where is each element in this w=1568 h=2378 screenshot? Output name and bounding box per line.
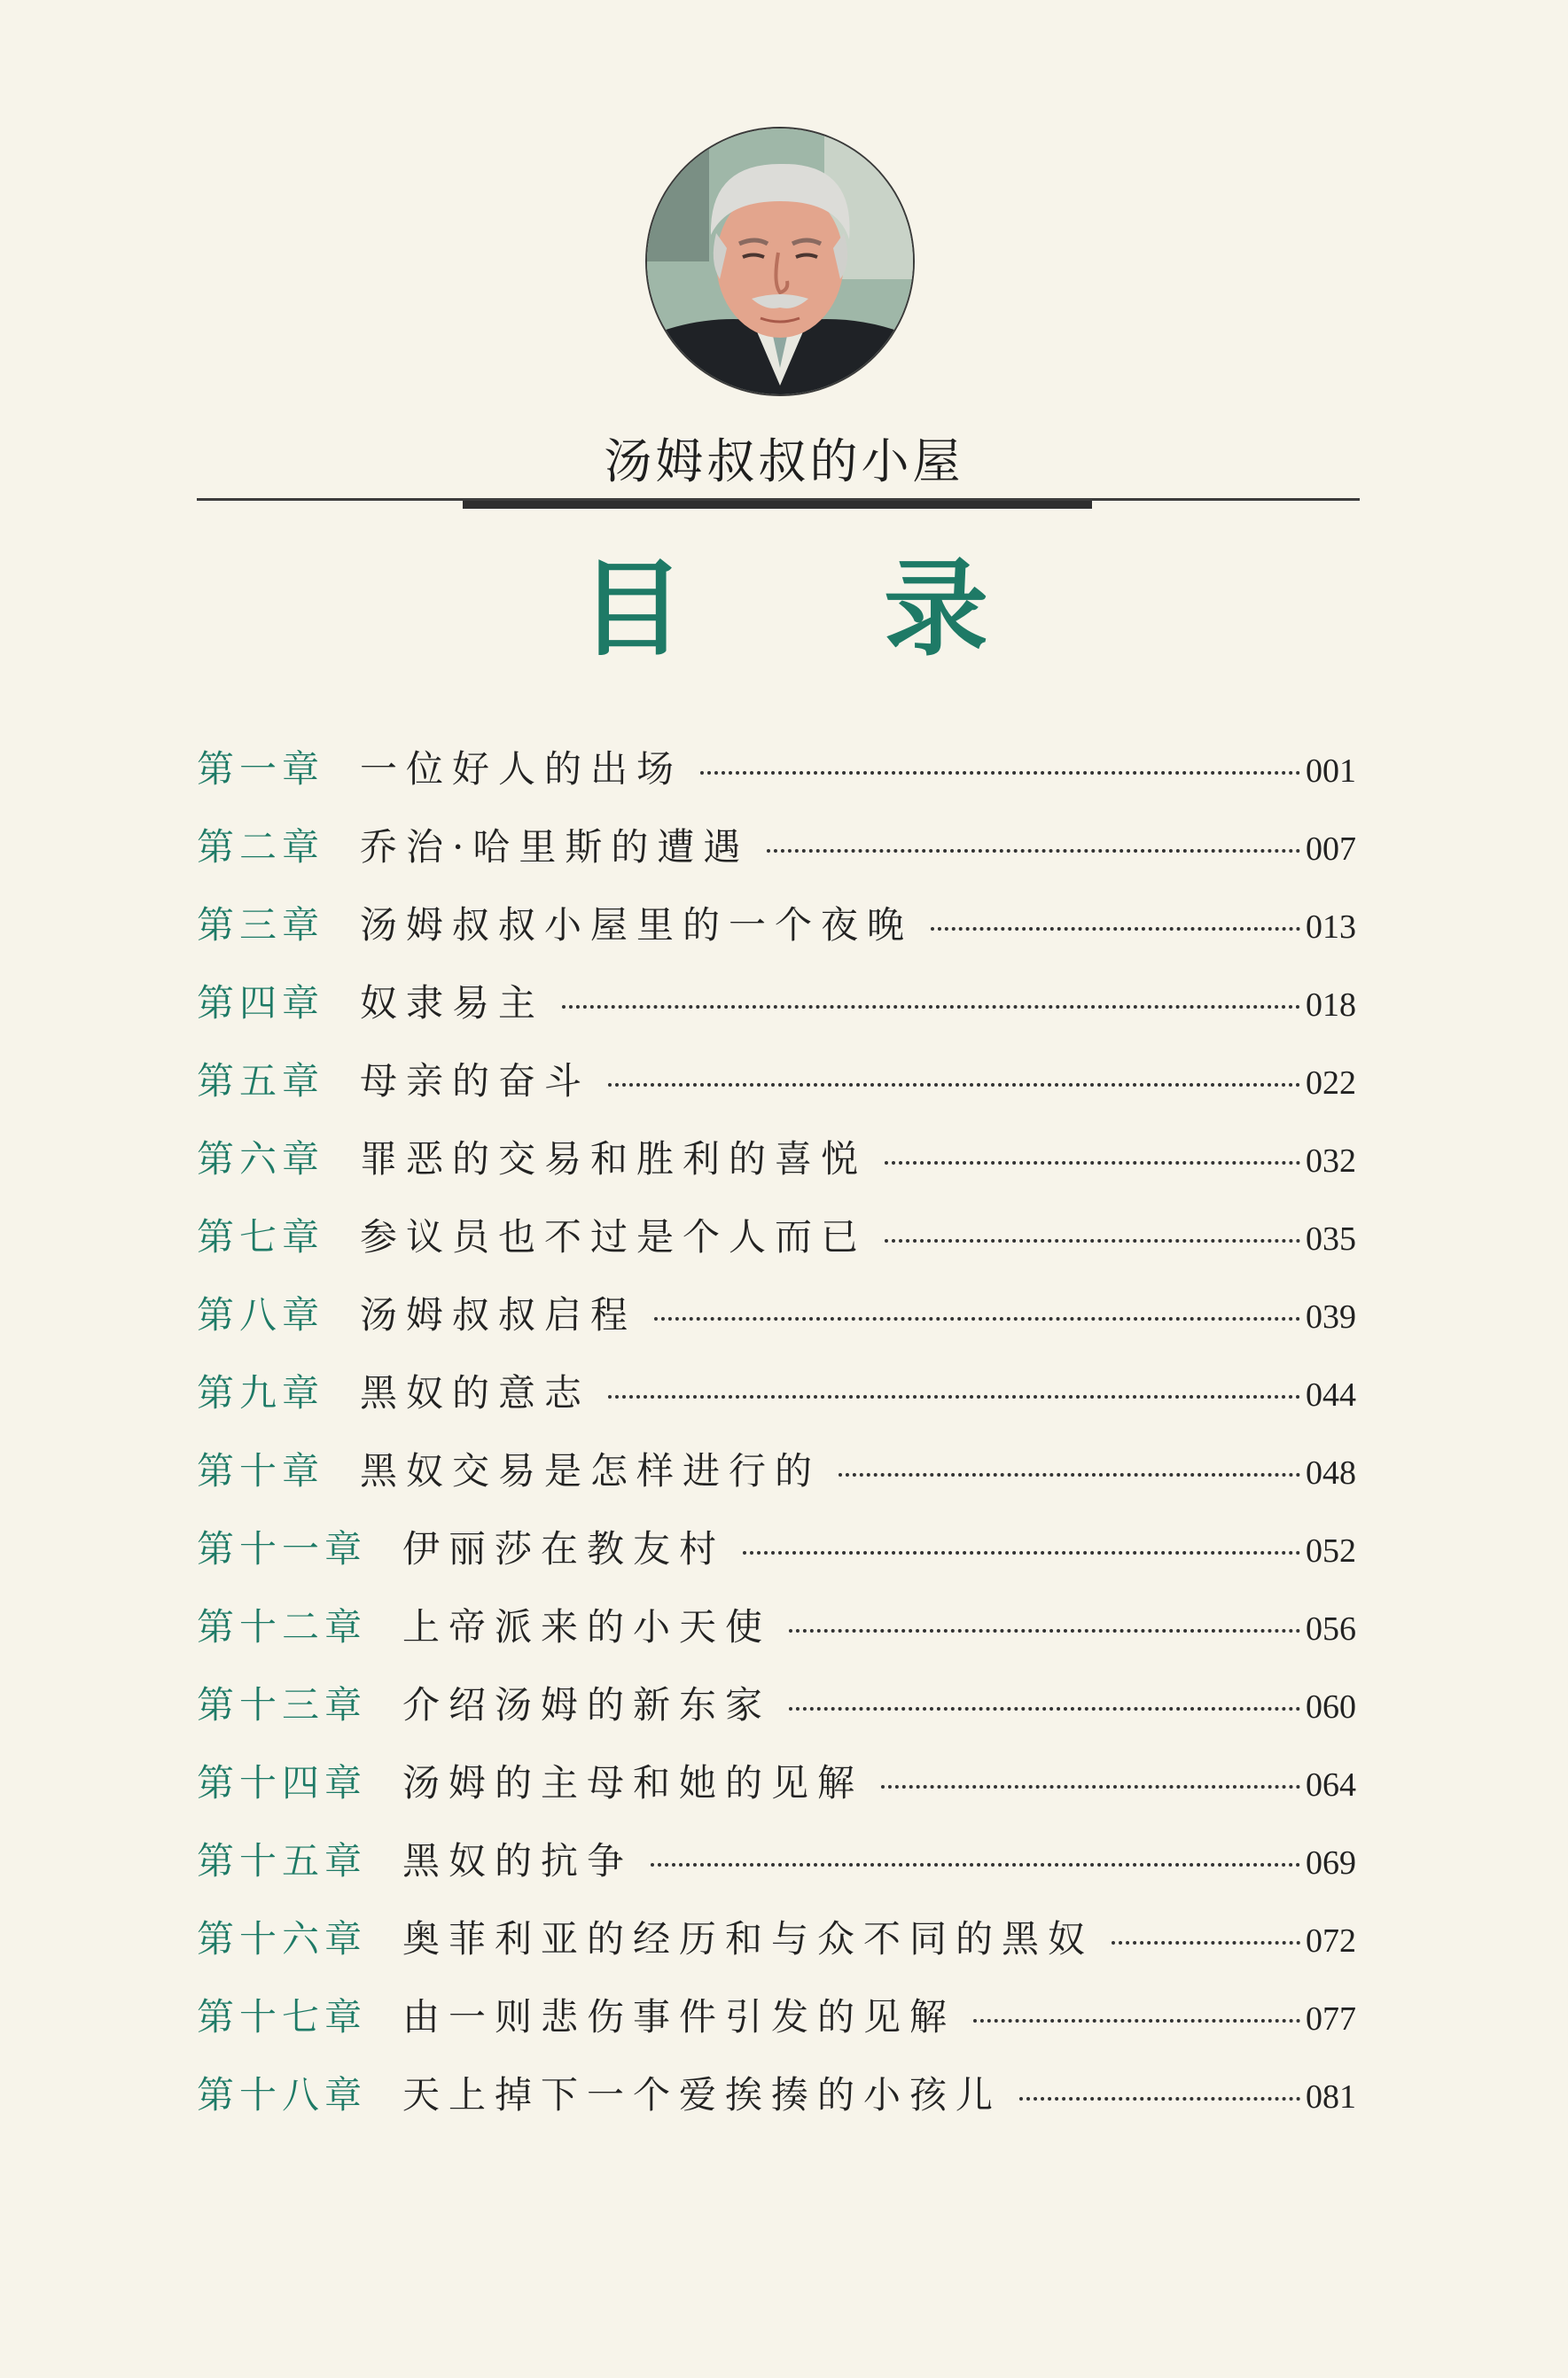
toc-entry[interactable] xyxy=(197,1208,1356,1286)
toc-entry[interactable] xyxy=(197,818,1356,896)
toc-entry[interactable] xyxy=(197,1754,1356,1832)
toc-entry[interactable] xyxy=(197,1676,1356,1754)
title-divider-thick xyxy=(463,501,1092,509)
dot-leader xyxy=(1019,2097,1300,2101)
chapter-number: 第十八章 xyxy=(197,2073,368,2117)
author-portrait xyxy=(647,129,913,394)
page-number: 039 xyxy=(1306,1298,1356,1336)
dot-leader xyxy=(881,1785,1300,1789)
chapter-title: 汤姆叔叔启程 xyxy=(360,1293,637,1337)
chapter-title: 上帝派来的小天使 xyxy=(402,1605,772,1649)
page-number: 081 xyxy=(1306,2078,1356,2116)
page-number: 048 xyxy=(1306,1454,1356,1492)
toc-heading: 目 录 xyxy=(579,547,1071,670)
dot-leader xyxy=(700,771,1300,775)
dot-leader xyxy=(767,849,1300,853)
toc-entry[interactable] xyxy=(197,896,1356,974)
chapter-number: 第七章 xyxy=(197,1215,325,1259)
chapter-title: 汤姆叔叔小屋里的一个夜晚 xyxy=(360,903,914,947)
dot-leader xyxy=(789,1707,1300,1711)
toc-entry[interactable] xyxy=(197,1364,1356,1442)
dot-leader xyxy=(1112,1941,1300,1945)
page-number: 069 xyxy=(1306,1844,1356,1882)
chapter-number: 第一章 xyxy=(197,747,325,791)
dot-leader xyxy=(885,1161,1300,1165)
chapter-number: 第三章 xyxy=(197,903,325,947)
chapter-number: 第五章 xyxy=(197,1059,325,1103)
toc-entry[interactable] xyxy=(197,1052,1356,1130)
page-number: 018 xyxy=(1306,986,1356,1024)
chapter-number: 第六章 xyxy=(197,1137,325,1181)
page-number: 044 xyxy=(1306,1376,1356,1414)
page-number: 056 xyxy=(1306,1610,1356,1648)
chapter-number: 第九章 xyxy=(197,1371,325,1415)
chapter-title: 由一则悲伤事件引发的见解 xyxy=(402,1995,956,2039)
dot-leader xyxy=(931,927,1300,931)
page-number: 077 xyxy=(1306,2000,1356,2038)
book-title: 汤姆叔叔的小屋 xyxy=(604,433,964,489)
chapter-title: 罪恶的交易和胜利的喜悦 xyxy=(360,1137,868,1181)
toc-entry[interactable] xyxy=(197,1832,1356,1910)
chapter-number: 第十七章 xyxy=(197,1995,368,2039)
page-number: 072 xyxy=(1306,1922,1356,1960)
dot-leader xyxy=(839,1473,1300,1477)
chapter-title: 天上掉下一个爱挨揍的小孩儿 xyxy=(402,2073,1002,2117)
dot-leader xyxy=(789,1629,1300,1633)
page-number: 001 xyxy=(1306,752,1356,790)
chapter-title: 黑奴交易是怎样进行的 xyxy=(360,1449,822,1493)
page-number: 064 xyxy=(1306,1766,1356,1804)
chapter-number: 第八章 xyxy=(197,1293,325,1337)
chapter-title: 一位好人的出场 xyxy=(360,747,683,791)
toc-entry[interactable] xyxy=(197,1988,1356,2066)
chapter-title: 母亲的奋斗 xyxy=(360,1059,591,1103)
page-number: 022 xyxy=(1306,1064,1356,1102)
page-number: 052 xyxy=(1306,1532,1356,1570)
portrait-illustration xyxy=(647,129,913,394)
chapter-title: 介绍汤姆的新东家 xyxy=(402,1683,772,1727)
chapter-title: 汤姆的主母和她的见解 xyxy=(402,1761,864,1805)
chapter-number: 第十二章 xyxy=(197,1605,368,1649)
chapter-number: 第十四章 xyxy=(197,1761,368,1805)
chapter-number: 第四章 xyxy=(197,981,325,1025)
toc-entry[interactable] xyxy=(197,1286,1356,1364)
toc-entry[interactable] xyxy=(197,1598,1356,1676)
toc-entry[interactable] xyxy=(197,2066,1356,2144)
chapter-number: 第十六章 xyxy=(197,1917,368,1961)
dot-leader xyxy=(654,1317,1300,1321)
chapter-title: 奥菲利亚的经历和与众不同的黑奴 xyxy=(402,1917,1095,1961)
dot-leader xyxy=(973,2019,1300,2023)
chapter-title: 奴隶易主 xyxy=(360,981,545,1025)
dot-leader xyxy=(608,1083,1300,1087)
dot-leader xyxy=(651,1863,1300,1867)
chapter-title: 黑奴的意志 xyxy=(360,1371,591,1415)
chapter-title: 伊丽莎在教友村 xyxy=(402,1527,726,1571)
chapter-title: 黑奴的抗争 xyxy=(402,1839,634,1883)
page-number: 035 xyxy=(1306,1220,1356,1258)
toc-entry[interactable] xyxy=(197,740,1356,818)
chapter-number: 第十五章 xyxy=(197,1839,368,1883)
page-number: 007 xyxy=(1306,830,1356,868)
toc-entry[interactable] xyxy=(197,974,1356,1052)
dot-leader xyxy=(562,1005,1300,1009)
page-number: 013 xyxy=(1306,908,1356,946)
chapter-title: 参议员也不过是个人而已 xyxy=(360,1215,868,1259)
dot-leader xyxy=(743,1551,1300,1555)
toc-entry[interactable] xyxy=(197,1442,1356,1520)
page-number: 032 xyxy=(1306,1142,1356,1180)
chapter-title: 乔治·哈里斯的遭遇 xyxy=(360,825,750,869)
chapter-number: 第二章 xyxy=(197,825,325,869)
page-number: 060 xyxy=(1306,1688,1356,1726)
dot-leader xyxy=(608,1395,1300,1399)
chapter-number: 第十一章 xyxy=(197,1527,368,1571)
toc-list xyxy=(197,740,1356,2144)
toc-entry[interactable] xyxy=(197,1910,1356,1988)
dot-leader xyxy=(885,1239,1300,1243)
chapter-number: 第十三章 xyxy=(197,1683,368,1727)
toc-entry[interactable] xyxy=(197,1520,1356,1598)
toc-entry[interactable] xyxy=(197,1130,1356,1208)
chapter-number: 第十章 xyxy=(197,1449,325,1493)
